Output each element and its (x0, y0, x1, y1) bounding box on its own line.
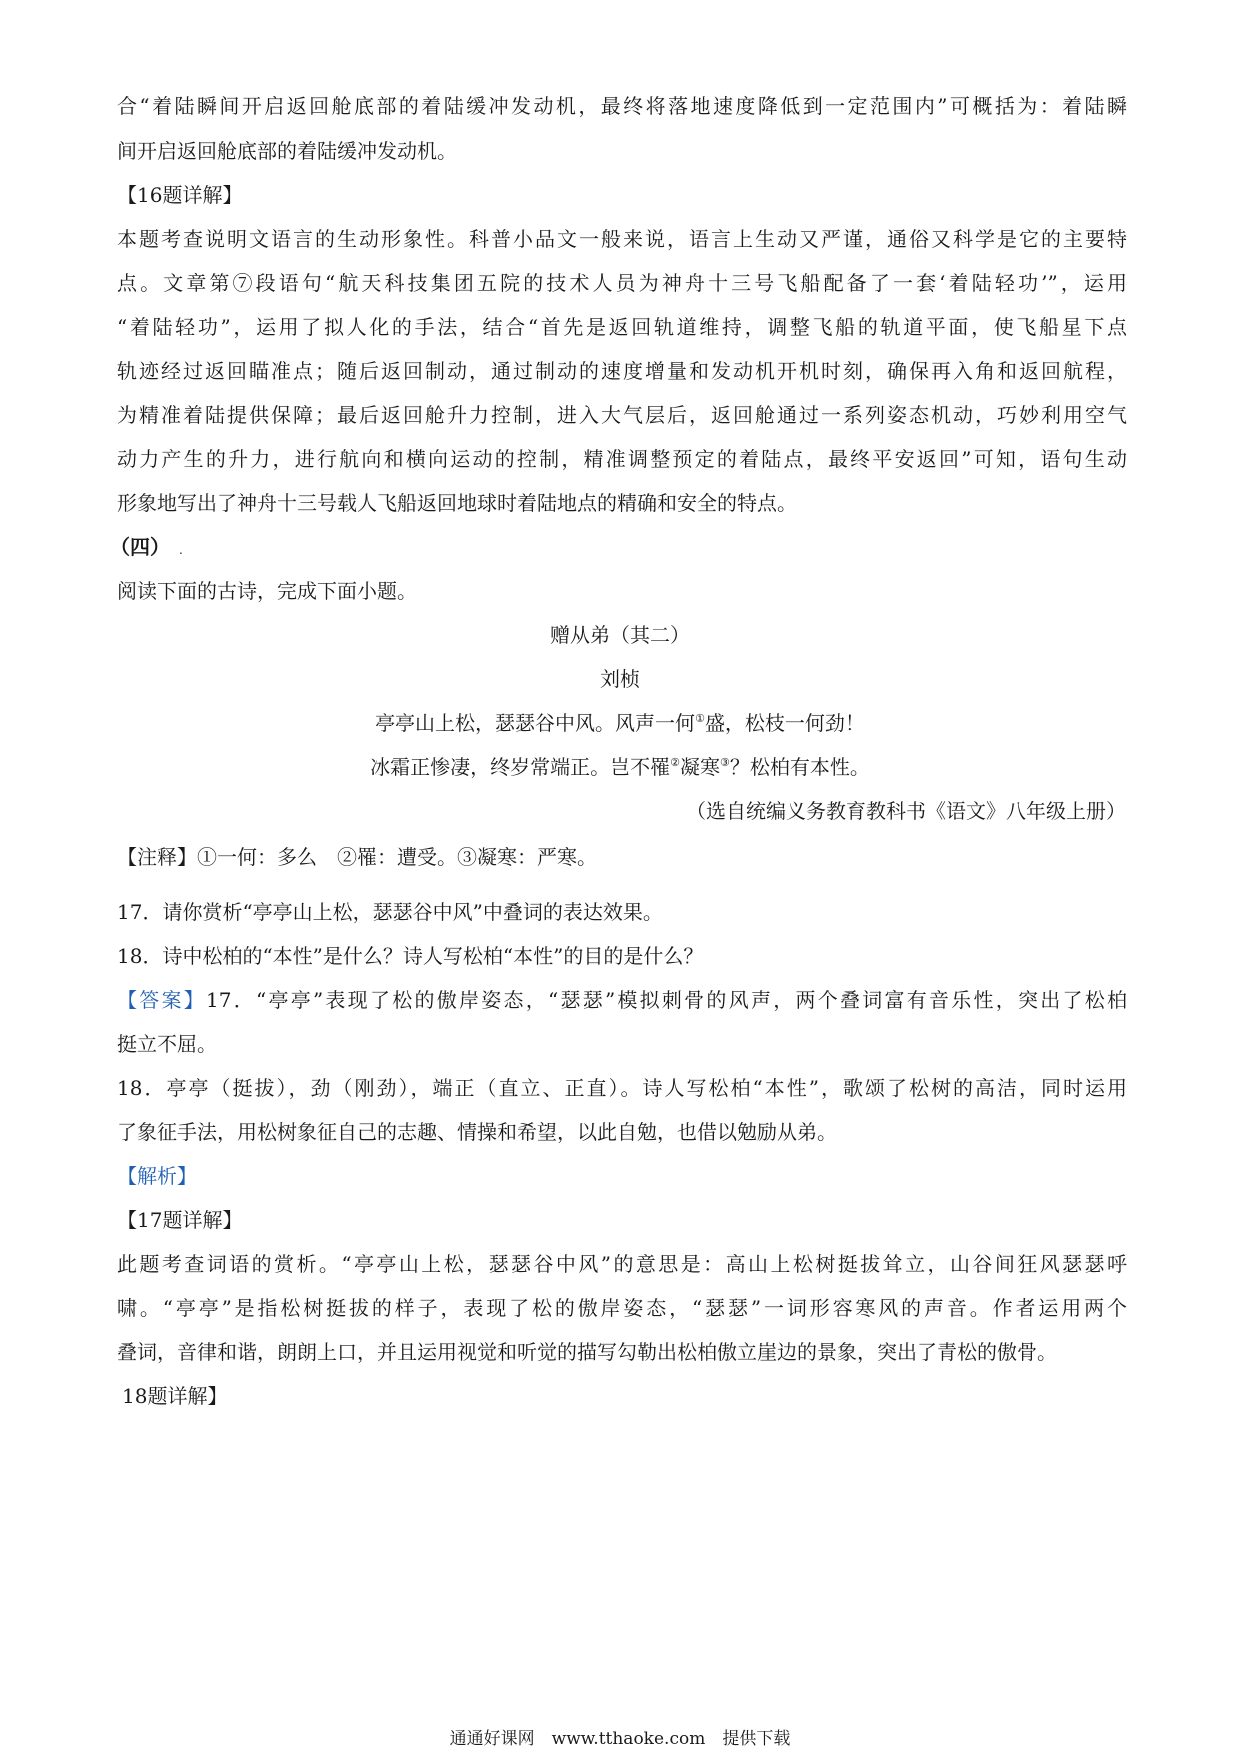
poem-line-1 (0, 709, 1240, 737)
section-heading-text: （四） (110, 535, 170, 559)
answer-17-line (117, 986, 1127, 1014)
heading-18: 18题详解】 (122, 1384, 228, 1408)
note-marker: ① (695, 712, 705, 725)
answer-text: 17．“亭亭”表现了松的傲岸姿态，“瑟瑟”模拟刺骨的风声，两个叠词富有音乐性，突出了松柏 (206, 988, 1127, 1012)
poem-text: 冰霜正惨凄，终岁常端正。岂不罹 (370, 755, 671, 779)
paragraph-line: 为精准着陆提供保障；最后返回舱升力控制，进入大气层后，返回舱通过一系列姿态机动，巧妙利用空气 (117, 403, 1127, 427)
poem-title: 赠从弟（其二） (550, 623, 690, 647)
paragraph-line: 此题考查词语的赏析。“亭亭山上松，瑟瑟谷中风”的意思是：高山上松树挺拔耸立，山谷间狂风瑟瑟呼 (117, 1252, 1127, 1276)
poem-source: （选自统编义务教育教科书《语文》八年级上册） (686, 799, 1126, 823)
note-marker: ② (670, 756, 680, 769)
question-18: 18．诗中松柏的“本性”是什么？诗人写松柏“本性”的目的是什么？ (117, 944, 704, 968)
poem-text: ？松柏有本性。 (729, 755, 870, 779)
answer-17-line: 挺立不屈。 (117, 1032, 217, 1056)
answer-18-line: 了象征手法，用松树象征自己的志趣、情操和希望，以此自勉，也借以勉励从弟。 (117, 1120, 837, 1144)
reading-intro: 阅读下面的古诗，完成下面小题。 (117, 579, 417, 603)
paragraph-line: 叠词，音律和谐，朗朗上口，并且运用视觉和听觉的描写勾勒出松柏傲立崖边的景象，突出了青松的傲骨。 (117, 1340, 1057, 1364)
poem-line-2 (0, 753, 1240, 781)
analysis-label: 【解析】 (117, 1164, 197, 1188)
heading-17: 【17题详解】 (117, 1208, 243, 1232)
poem-text: 亭亭山上松，瑟瑟谷中风。风声一何 (375, 711, 696, 735)
question-17: 17．请你赏析“亭亭山上松，瑟瑟谷中风”中叠词的表达效果。 (117, 900, 663, 924)
poem-notes: 【注释】①一何：多么 ②罹：遭受。③凝寒：严寒。 (117, 845, 597, 869)
section-mark: . (178, 543, 183, 557)
paragraph-line: 本题考查说明文语言的生动形象性。科普小品文一般来说，语言上生动又严谨，通俗又科学是它的主要特 (117, 227, 1127, 251)
section-heading (110, 533, 1120, 564)
paragraph-line: 点。文章第⑦段语句“航天科技集团五院的技术人员为神舟十三号飞船配备了一套‘着陆轻功’”，运用 (117, 271, 1127, 295)
heading-16: 【16题详解】 (117, 183, 243, 207)
paragraph-line: 形象地写出了神舟十三号载人飞船返回地球时着陆地点的精确和安全的特点。 (117, 491, 797, 515)
answer-18-line: 18．亭亭（挺拔），劲（刚劲），端正（直立、正直）。诗人写松柏“本性”，歌颂了松树的高洁，同时运用 (117, 1076, 1127, 1100)
poem-text: 盛，松枝一何劲！ (704, 711, 865, 735)
paragraph-line: 合“着陆瞬间开启返回舱底部的着陆缓冲发动机，最终将落地速度降低到一定范围内”可概括为：着陆瞬 (117, 94, 1127, 118)
page-footer: 通通好课网 www.tthaoke.com 提供下载 (449, 1729, 791, 1749)
poem-author: 刘桢 (600, 667, 640, 691)
poem-text: 凝寒 (680, 755, 720, 779)
answer-label: 【答案】 (117, 988, 207, 1012)
paragraph-line: 间开启返回舱底部的着陆缓冲发动机。 (117, 139, 457, 163)
paragraph-line: 轨迹经过返回瞄准点；随后返回制动，通过制动的速度增量和发动机开机时刻，确保再入角和返回航程， (117, 359, 1127, 383)
paragraph-line: 动力产生的升力，进行航向和横向运动的控制，精准调整预定的着陆点，最终平安返回”可知，语句生动 (117, 447, 1127, 471)
note-marker: ③ (720, 756, 730, 769)
paragraph-line: “着陆轻功”，运用了拟人化的手法，结合“首先是返回轨道维持，调整飞船的轨道平面，使飞船星下点 (117, 315, 1127, 339)
paragraph-line: 啸。“亭亭”是指松树挺拔的样子，表现了松的傲岸姿态，“瑟瑟”一词形容寒风的声音。作者运用两个 (117, 1296, 1127, 1320)
